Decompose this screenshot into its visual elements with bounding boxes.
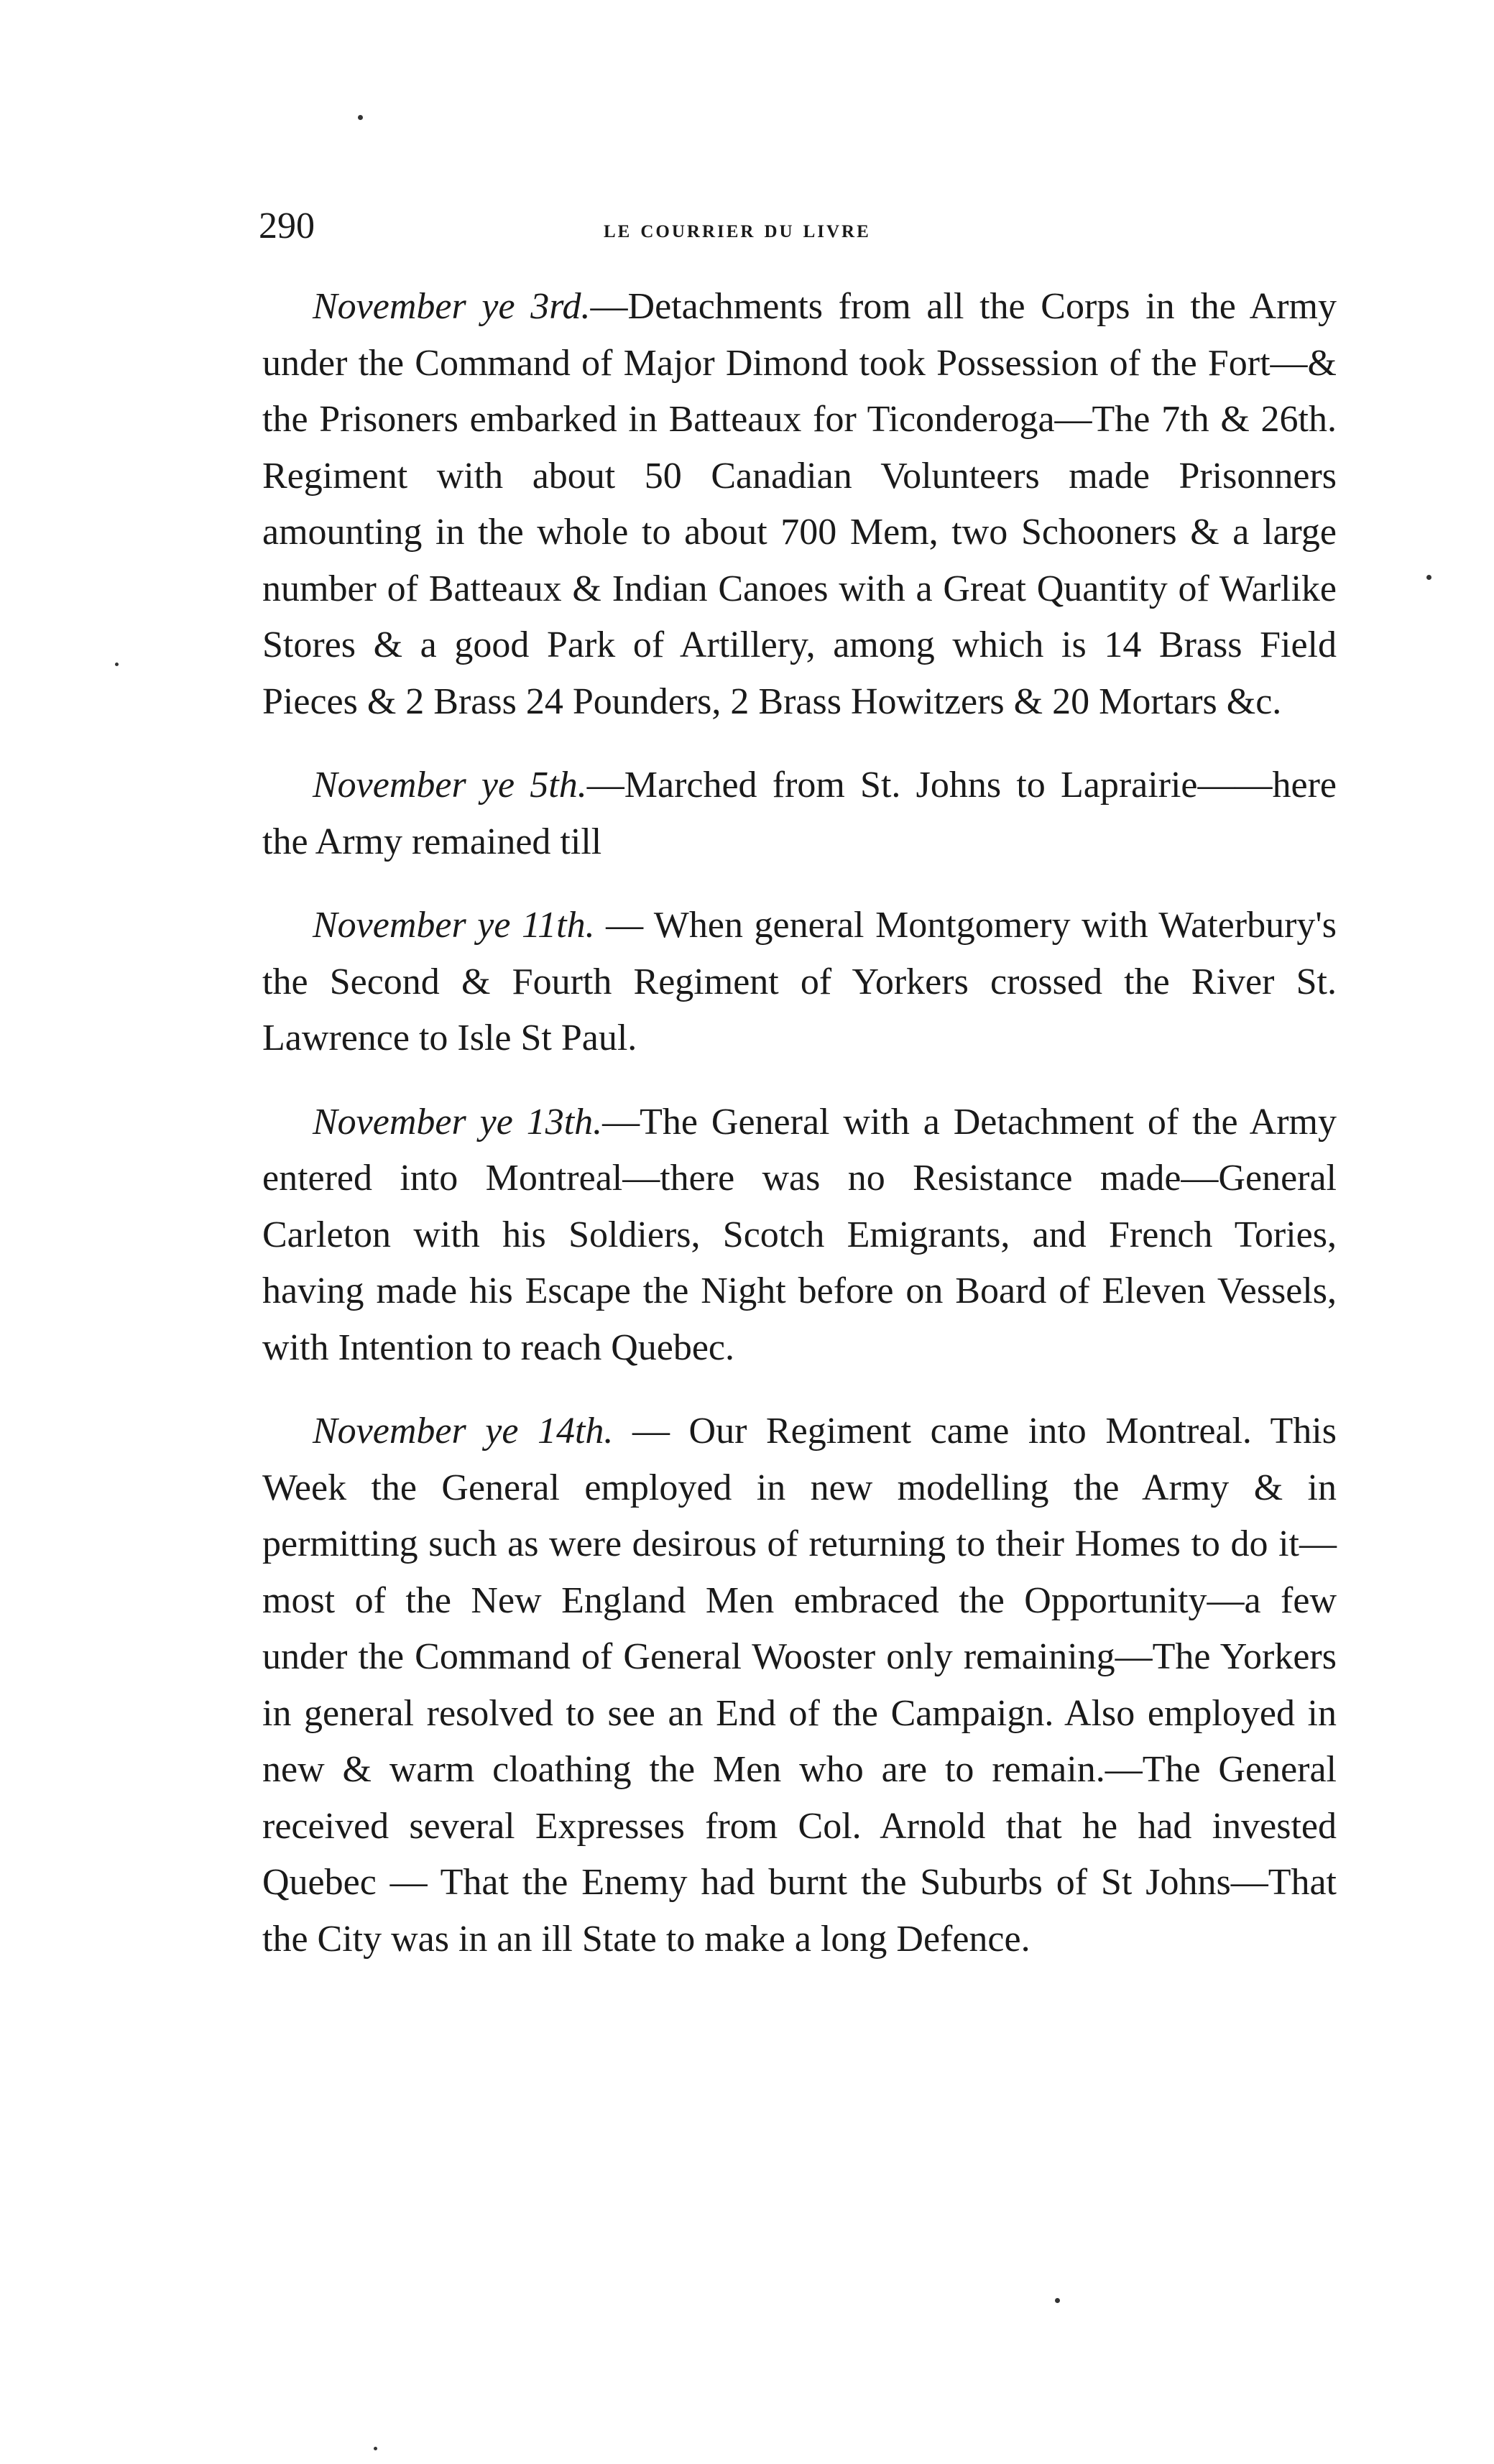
journal-entry-nov-11 [262,898,1337,1067]
journal-entry-nov-14 [262,1403,1337,1967]
entry-text: —Detachments from all the Corps in the Army under the Command of Major Dimond took Possession of the Fort—& the Prisoners embarked in Batteaux for Ticonderoga—The 7th & 26th. Regiment with about 50 Canadian Volunteers made Prisonners amounting in the whole to about 700 Mem, two Schooners & a large number of Batteaux & Indian Canoes with a Great Quantity of Warlike Stores & a good Park of Artillery, among which is 14 Brass Field Pieces & 2 Brass 24 Pounders, 2 Brass Howitzers & 20 Mortars &c. [262,286,1337,722]
entry-date: November ye 11th. [313,905,595,946]
page-header [259,205,1337,255]
print-speck [358,115,363,120]
print-speck [1055,2298,1060,2303]
running-title: le courrier du livre [604,214,871,243]
entry-date: November ye 3rd. [313,286,591,327]
print-speck [374,2447,377,2450]
print-speck [115,663,119,666]
entry-date: November ye 5th. [313,765,587,806]
body-text [262,279,1337,1995]
entry-text: — When general Montgomery with Waterbury's the Second & Fourth Regiment of Yorkers crossed the River St. Lawrence to Isle St Paul. [262,905,1337,1058]
entry-date: November ye 14th. [313,1411,614,1452]
entry-text: —Marched from St. Johns to Laprairie——here the Army remained till [262,765,1337,862]
entry-date: November ye 13th. [313,1101,603,1143]
page-number: 290 [259,206,315,246]
journal-entry-nov-13 [262,1094,1337,1377]
journal-entry-nov-3 [262,279,1337,730]
entry-text: — Our Regiment came into Montreal. This Week the General employed in new modelling the Army & in permitting such as were desirous of returning to their Homes to do it— most of the New England Men embraced the Opportunity—a few under the Command of General Wooster only remaining—The Yorkers in general resolved to see an End of the Campaign. Also employed in new & warm cloathing the Men who are to remain.—The General received several Expresses from Col. Arnold that he had invested Quebec — That the Enemy had burnt the Suburbs of St Johns—That the City was in an ill State to make a long Defence. [262,1411,1337,1960]
entry-text: —The General with a Detachment of the Army entered into Montreal—there was no Resistance made—General Carleton with his Soldiers, Scotch Emigrants, and French Tories, having made his Escape the Night before on Board of Eleven Vessels, with Intention to reach Quebec. [262,1101,1337,1368]
journal-entry-nov-5 [262,757,1337,870]
print-speck [1426,575,1431,580]
